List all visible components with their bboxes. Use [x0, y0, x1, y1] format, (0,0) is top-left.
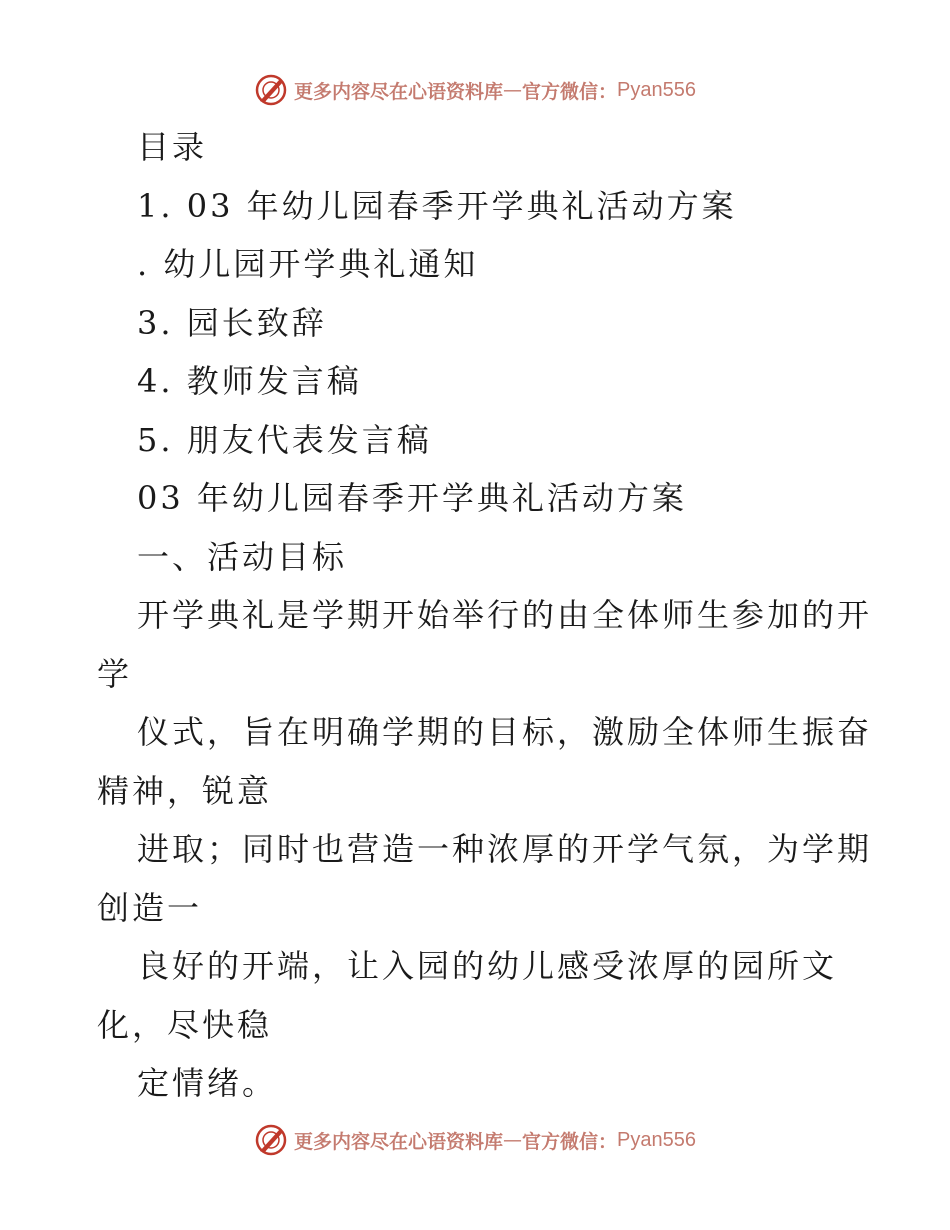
text-line: 一、活动目标	[137, 537, 348, 576]
text-line: 目录	[137, 128, 208, 166]
watermark-header	[0, 70, 950, 110]
quill-logo-icon	[254, 1123, 288, 1157]
text-line: 化，尽快稳	[97, 1005, 273, 1044]
text-line: 良好的开端，让入园的幼儿感受浓厚的园所文	[137, 947, 838, 985]
text-line: . 幼儿园开学典礼通知	[137, 245, 479, 283]
text-line: 3. 园长致辞	[137, 303, 327, 342]
watermark-account-id: Pyan556	[617, 78, 696, 101]
text-line: 学	[97, 654, 133, 693]
text-line: 进取；同时也营造一种浓厚的开学气氛，为学期	[137, 830, 873, 868]
watermark-text: 更多内容尽在心语资料库	[294, 1130, 504, 1153]
text-line: 1. 03 年幼儿园春季开学典礼活动方案	[137, 186, 737, 225]
watermark-separator: —	[503, 79, 523, 101]
text-line: 开学典礼是学期开始举行的由全体师生参加的开	[137, 596, 873, 634]
watermark-footer	[0, 1120, 950, 1160]
text-line: 定情绪。	[137, 1064, 278, 1102]
watermark-account-label: 官方微信：	[522, 1130, 618, 1153]
text-line: 精神，锐意	[97, 771, 273, 810]
document-body	[97, 118, 873, 1113]
quill-logo-icon	[254, 73, 288, 107]
text-line: 5. 朋友代表发言稿	[137, 420, 432, 459]
watermark-text: 更多内容尽在心语资料库	[294, 80, 504, 103]
text-line: 创造一	[97, 888, 203, 927]
text-line: 4. 教师发言稿	[137, 362, 362, 400]
text-line: 仪式，旨在明确学期的目标，激励全体师生振奋	[137, 713, 873, 751]
watermark-account-id: Pyan556	[617, 1128, 696, 1151]
text-line: 03 年幼儿园春季开学典礼活动方案	[137, 479, 687, 517]
watermark-account-label: 官方微信：	[522, 80, 618, 103]
watermark-separator: —	[503, 1129, 523, 1151]
